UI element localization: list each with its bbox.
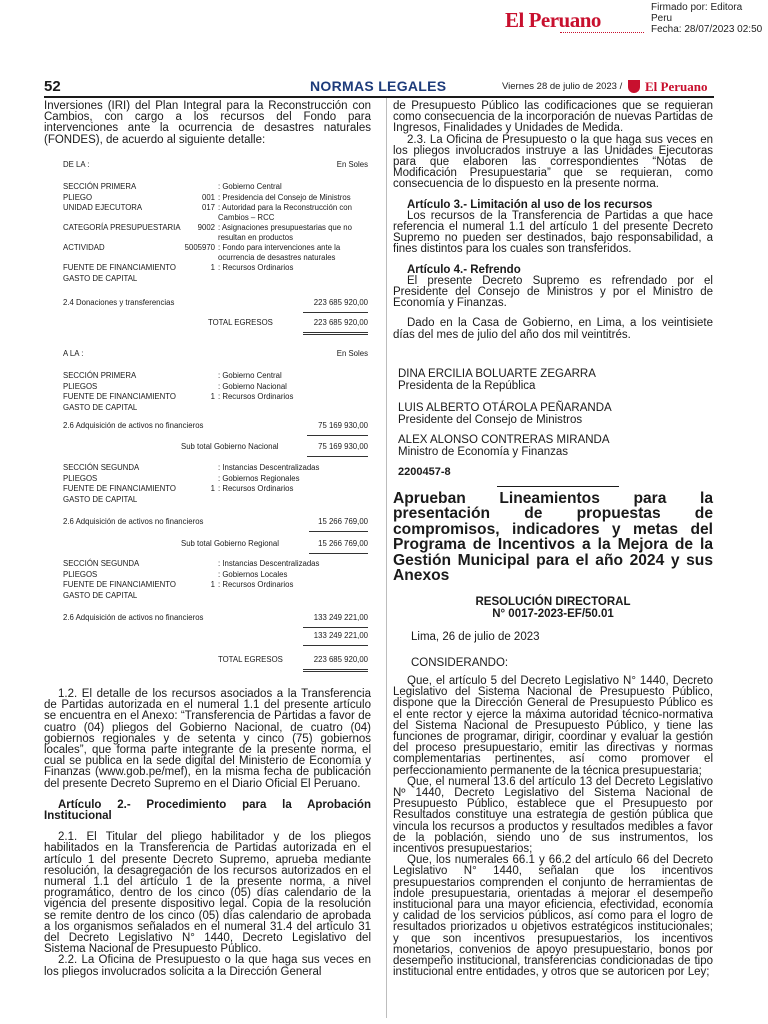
subtotal-label: Sub total Gobierno Regional — [181, 539, 279, 548]
total-amount: 223 685 920,00 — [313, 318, 368, 327]
article-3-title: Artículo 3.- Limitación al uso de los recursos — [407, 198, 653, 211]
table-key: PLIEGOS — [63, 569, 98, 579]
considerando-paragraph-1: Que, el artículo 5 del Decreto Legislativo N° 1440, Decreto Legislativo del Sistema Nacional de Presupuesto Público, dispone que la Dirección General de Presupuesto Público es el ente rector y ejerce la máxima autoridad técnico-normativa del Sistema Nacional de Presupuesto Público, y tiene las funciones de programar, dirigir, coordinar y evaluar la gestión del proceso presupuestario, emitir las directivas y normas complementarias pertinentes, así como promover el perfeccionamiento permanente de la técnica presupuestaria; — [393, 675, 713, 777]
subtotal-amount: 133 249 221,00 — [313, 631, 368, 640]
table-key: FUENTE DE FINANCIAMIENTO — [63, 580, 176, 590]
table-line-donaciones — [63, 298, 368, 309]
amount-underline — [303, 312, 368, 313]
headline-rule — [497, 486, 619, 487]
amount-underline — [303, 627, 368, 628]
table-value: : Presidencia del Consejo de Ministros — [218, 192, 351, 202]
table-value: : Autoridad para la Reconstrucción con Cambios – RCC — [218, 203, 352, 222]
line-item-amount: 133 249 221,00 — [313, 613, 368, 622]
digital-signature-stamp — [651, 2, 762, 35]
paragraph-continued: de Presupuesto Público las codificaciones que se requieran como consecuencia de la incorporación de nuevas Partidas de Ingresos, Finalidades y Unidades de Medida. — [393, 100, 713, 135]
table-value: : Fondo para intervenciones ante la ocurrencia de desastres naturales — [218, 243, 341, 262]
amount-underline — [307, 435, 368, 436]
signatory-3 — [398, 434, 610, 458]
line-item-amount: 15 266 769,00 — [318, 517, 368, 526]
total-label: TOTAL EGRESOS — [218, 655, 283, 664]
amount-underline — [303, 645, 368, 646]
total-amount: 223 685 920,00 — [313, 655, 368, 664]
considerando-paragraph-2: Que, el numeral 13.6 del artículo 13 del Decreto Legislativo Nº 1440, Decreto Legislativo del Sistema Nacional de Presupuesto Público, establece que el Presupuesto por Resultados constituye una estrategia de gestión pública que vincula los recursos a productos y resultados medibles a favor de la población, siendo uno de sus instrumentos, los incentivos presupuestarios; — [393, 775, 713, 856]
signatory-role: Ministro de Economía y Finanzas — [398, 446, 569, 458]
logo-underline — [560, 32, 644, 35]
signatory-1 — [398, 368, 596, 392]
table-key: FUENTE DE FINANCIAMIENTO — [63, 484, 176, 494]
amount-underline — [303, 669, 368, 670]
table-value: : Gobiernos Locales — [218, 569, 288, 579]
signatory-role: Presidenta de la República — [398, 380, 536, 392]
table-line-adquisicion-2 — [63, 517, 368, 528]
table-key: SECCIÓN PRIMERA — [63, 182, 137, 191]
header-rule — [44, 96, 714, 98]
table-key: FUENTE DE FINANCIAMIENTO — [63, 392, 176, 402]
table-key: GASTO DE CAPITAL — [63, 494, 138, 504]
table-line-adquisicion-1 — [63, 421, 368, 432]
signature-line: Firmado por: Editora — [651, 2, 743, 13]
coat-of-arms-icon — [628, 80, 640, 93]
table-key: PLIEGOS — [63, 473, 98, 483]
table-value: : Asignaciones presupuestarias que no resultan en productos — [218, 223, 352, 242]
table-value: : Instancias Descentralizadas — [218, 559, 320, 568]
table-total-2 — [63, 655, 368, 666]
table-code: 017 — [201, 203, 215, 213]
table-key: SECCIÓN SEGUNDA — [63, 559, 140, 568]
table-value: : Gobiernos Regionales — [218, 473, 300, 483]
signatory-role: Presidente del Consejo de Ministros — [398, 414, 583, 426]
paragraph-1-2: 1.2. El detalle de los recursos asociados a la Transferencia de Partidas autorizada en el numeral 1.1 del presente artículo se encuentra en el Anexo: “Transferencia de Partidas a favor de cuatro (04) pliegos del Gobierno Nacional, de cuatro (04) gobiernos regionales y de setenta y cinco (75) gobiernos locales”, que forma parte integrante de la presente norma, el cual se publica en la sede digital del Ministerio de Economía y Finanzas (www.gob.pe/mef), en la misma fecha de publicación del presente Decreto Supremo en el Diario Oficial El Peruano. — [44, 688, 371, 790]
table-key: UNIDAD EJECUTORA — [63, 203, 143, 213]
table-value: : Instancias Descentralizadas — [218, 463, 320, 472]
table-value: : Gobierno Nacional — [218, 381, 287, 391]
left-intro — [44, 101, 371, 146]
currency-label: En Soles — [336, 349, 368, 358]
table-key: SECCIÓN PRIMERA — [63, 371, 137, 380]
header-brand: El Peruano — [645, 79, 708, 94]
signatory-2 — [398, 402, 612, 426]
table-key: GASTO DE CAPITAL — [63, 402, 138, 412]
table-value: : Recursos Ordinarios — [218, 580, 294, 590]
table-subtotal-1 — [63, 442, 368, 453]
header-date: Viernes 28 de julio de 2023 / — [502, 81, 623, 92]
document-code: 2200457-8 — [398, 466, 451, 478]
table-block-4 — [63, 559, 368, 601]
signatory-name: DINA ERCILIA BOLUARTE ZEGARRA — [398, 368, 596, 380]
line-item-label: 2.6 Adquisición de activos no financieros — [63, 613, 204, 622]
table-code: 9002 — [197, 223, 215, 233]
article-4-title: Artículo 4.- Refrendo — [407, 263, 521, 276]
table-key: PLIEGOS — [63, 381, 98, 391]
paragraph-2-2: 2.2. La Oficina de Presupuesto o la que haga sus veces en los pliegos involucrados solicita a la Dirección General — [44, 954, 371, 978]
table-code: 1 — [210, 484, 215, 494]
table-code: 001 — [201, 192, 215, 202]
table-value: : Recursos Ordinarios — [218, 263, 294, 273]
line-item-label: 2.6 Adquisición de activos no financieros — [63, 517, 204, 526]
subtotal-amount: 75 169 930,00 — [318, 442, 368, 451]
table-key: SECCIÓN SEGUNDA — [63, 463, 140, 472]
amount-underline — [303, 671, 368, 672]
intro-paragraph: Inversiones (IRI) del Plan Integral para la Reconstrucción con Cambios, con cargo a los recursos del Fondo para intervenciones ante la ocurrencia de desastres naturales (FONDES), de acuerdo al siguiente detalle: — [44, 100, 371, 146]
dado-paragraph: Dado en la Casa de Gobierno, en Lima, a los veintisiete días del mes de julio del año dos mil veintitrés. — [393, 317, 713, 341]
table-key: CATEGORÍA PRESUPUESTARIA — [63, 223, 181, 233]
table-line-adquisicion-3 — [63, 613, 368, 624]
amount-underline — [309, 531, 368, 532]
resolution-title — [393, 596, 713, 620]
table-code: 5005970 — [184, 243, 215, 253]
table-key: FUENTE DE FINANCIAMIENTO — [63, 263, 176, 273]
newspaper-logo: El Peruano — [505, 8, 601, 32]
left-lower-text — [44, 689, 371, 978]
table-block-1 — [63, 182, 368, 284]
table-value: : Recursos Ordinarios — [218, 392, 294, 402]
signatory-name: ALEX ALONSO CONTRERAS MIRANDA — [398, 434, 610, 446]
table-block-2 — [63, 371, 368, 413]
table-key: ACTIVIDAD — [63, 243, 105, 253]
table-total-1 — [63, 318, 368, 329]
currency-label: En Soles — [336, 160, 368, 169]
signature-line: Fecha: 28/07/2023 02:50 — [651, 24, 763, 35]
table-value: : Gobierno Central — [218, 182, 282, 191]
table-subtotal-3 — [63, 631, 368, 642]
table-key: PLIEGO — [63, 192, 93, 202]
column-divider — [386, 98, 387, 1018]
total-label: TOTAL EGRESOS — [208, 318, 273, 327]
table-heading: DE LA : — [63, 160, 90, 169]
line-item-amount: 223 685 920,00 — [313, 298, 368, 307]
line-item-label: 2.4 Donaciones y transferencias — [63, 298, 175, 307]
table-code: 1 — [210, 392, 215, 402]
article-4-text: El presente Decreto Supremo es refrendado por el Presidente del Consejo de Ministros y por el Ministro de Economía y Finanzas. — [393, 274, 713, 310]
page-number: 52 — [44, 78, 61, 95]
line-item-label: 2.6 Adquisición de activos no financieros — [63, 421, 204, 430]
subtotal-label: Sub total Gobierno Nacional — [181, 442, 279, 451]
amount-underline — [303, 334, 368, 335]
paragraph-2-3: 2.3. La Oficina de Presupuesto o la que haga sus veces en los pliegos involucrados instruye a las Unidades Ejecutoras para que elaboren las correspondientes “Notas de Modificación Presupuestaria” que se requieran, como consecuencia de lo dispuesto en la presente norma. — [393, 133, 713, 191]
table-key: GASTO DE CAPITAL — [63, 273, 138, 283]
article-3-text: Los recursos de la Transferencia de Partidas a que hace referencia el numeral 1.1 del artículo 1 del presente Decreto Supremo no pueden ser destinados, bajo responsabilidad, a fines distintos para los cuales son transferidos. — [393, 209, 713, 256]
table-code: 1 — [210, 263, 215, 273]
resolution-title-line: RESOLUCIÓN DIRECTORAL — [475, 596, 631, 608]
table-key: GASTO DE CAPITAL — [63, 590, 138, 600]
line-item-amount: 75 169 930,00 — [318, 421, 368, 430]
considerando-paragraph-3: Que, los numerales 66.1 y 66.2 del artículo 66 del Decreto Legislativo N° 1440, señalan que los incentivos presupuestarios comprenden el conjunto de herramientas de índole presupuestaria, orientadas a mejorar el desempeño institucional para una mayor eficiencia, efectividad, economía y calidad de los servicios públicos, así como para el logro de resultados priorizados u objetivos estratégicos institucionales; y que son incentivos presupuestarios, los incentivos monetarios, convenios de apoyo presupuestario, bonos por desempeño institucional, transferencias condicionadas de tipo institucional entre entidades, y otros que se autoricen por Ley; — [393, 854, 713, 979]
section-title: NORMAS LEGALES — [310, 78, 447, 94]
subtotal-amount: 15 266 769,00 — [318, 539, 368, 548]
table-value: : Gobierno Central — [218, 371, 282, 380]
paragraph-2-1: 2.1. El Titular del pliego habilitador y de los pliegos habilitados en la Transferencia de Partidas autorizada en el artículo 1 del presente Decreto Supremo, aprueba mediante resolución, la desagregación de los recursos autorizados en el numeral 1.1 del artículo 1 de la presente norma, a nivel programático, dentro de los cinco (05) días calendario de la vigencia del presente dispositivo legal. Copia de la resolución se remite dentro de los cinco (05) días calendario de aprobada a los organismos señalados en el numeral 31.4 del artículo 31 del Decreto Legislativo N° 1440, Decreto Legislativo del Sistema Nacional de Presupuesto Público. — [44, 831, 371, 956]
resolution-number: N° 0017-2023-EF/50.01 — [492, 608, 614, 620]
table-subtotal-2 — [63, 539, 368, 550]
table-heading: A LA : — [63, 349, 84, 358]
transfer-table-origin — [63, 160, 368, 171]
amount-underline — [303, 332, 368, 333]
transfer-table-destination — [63, 349, 368, 360]
article-2-title: Artículo 2.- Procedimiento para la Aprobación Institucional — [44, 798, 371, 823]
place-date: Lima, 26 de julio de 2023 — [411, 631, 540, 643]
table-value: : Recursos Ordinarios — [218, 484, 294, 494]
considerando-heading: CONSIDERANDO: — [411, 657, 509, 669]
amount-underline — [307, 456, 368, 457]
signature-line: Peru — [651, 13, 673, 24]
signatory-name: LUIS ALBERTO OTÁROLA PEÑARANDA — [398, 402, 612, 414]
amount-underline — [309, 553, 368, 554]
right-lower-text — [393, 676, 713, 978]
table-code: 1 — [210, 580, 215, 590]
table-block-3 — [63, 463, 368, 505]
right-upper-text — [393, 101, 713, 341]
resolution-headline: Aprueban Lineamientos para la presentación de propuestas de compromisos, indicadores y metas del Programa de Incentivos a la Mejora de la Gestión Municipal para el año 2024 y sus Anexos — [393, 490, 713, 585]
